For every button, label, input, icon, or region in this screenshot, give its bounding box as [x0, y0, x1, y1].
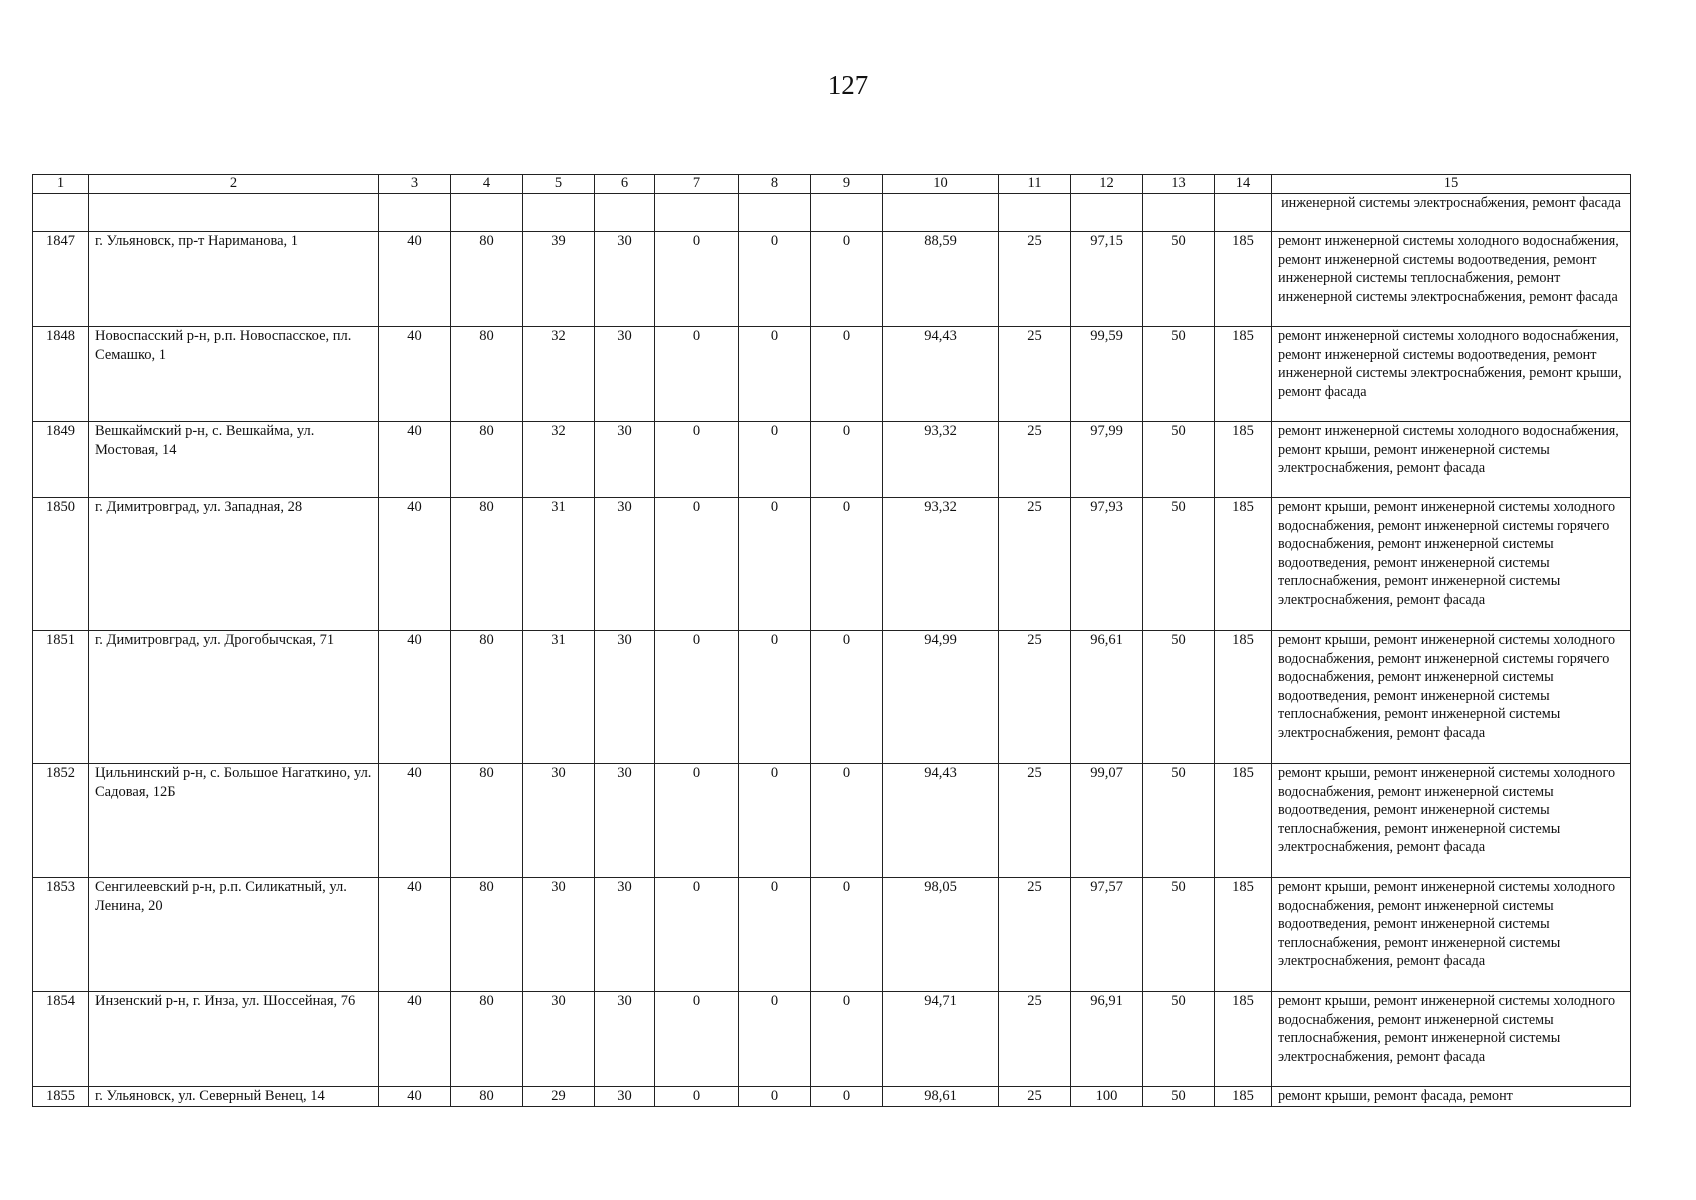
value-cell: 25 [999, 992, 1071, 1087]
value-cell: 0 [739, 1087, 811, 1107]
value-cell: 30 [595, 232, 655, 327]
value-cell: 25 [999, 232, 1071, 327]
value-cell: 80 [451, 1087, 523, 1107]
value-cell: 0 [811, 878, 883, 992]
value-cell: 0 [811, 422, 883, 498]
value-cell: 97,99 [1071, 422, 1143, 498]
value-cell: 30 [523, 764, 595, 878]
value-cell: 40 [379, 1087, 451, 1107]
value-cell: 50 [1143, 498, 1215, 631]
value-cell: 97,93 [1071, 498, 1143, 631]
value-cell: 32 [523, 422, 595, 498]
value-cell: 25 [999, 498, 1071, 631]
value-cell: 185 [1215, 232, 1272, 327]
table-row [33, 878, 1631, 992]
value-cell: 96,91 [1071, 992, 1143, 1087]
value-cell: 30 [595, 1087, 655, 1107]
table-row [33, 992, 1631, 1087]
value-cell: 0 [739, 232, 811, 327]
value-cell: 80 [451, 327, 523, 422]
value-cell: 0 [811, 498, 883, 631]
value-cell: 93,32 [883, 498, 999, 631]
works-cell: ремонт крыши, ремонт инженерной системы холодного водоснабжения, ремонт инженерной системы водоотведения, ремонт инженерной системы теплоснабжения, ремонт инженерной системы электроснабжения, ремонт фасада [1272, 764, 1631, 878]
value-cell: 97,15 [1071, 232, 1143, 327]
value-cell: 31 [523, 631, 595, 764]
continuation-row [33, 194, 1631, 232]
value-cell: 0 [811, 327, 883, 422]
value-cell: 30 [523, 878, 595, 992]
value-cell: 0 [739, 631, 811, 764]
value-cell: 25 [999, 327, 1071, 422]
value-cell: 31 [523, 498, 595, 631]
value-cell: 39 [523, 232, 595, 327]
value-cell: 50 [1143, 878, 1215, 992]
value-cell: 94,43 [883, 327, 999, 422]
value-cell: 50 [1143, 1087, 1215, 1107]
address-cell: г. Ульяновск, пр-т Нариманова, 1 [89, 232, 379, 327]
column-number: 4 [451, 175, 523, 194]
value-cell: 185 [1215, 631, 1272, 764]
works-cell: ремонт крыши, ремонт инженерной системы холодного водоснабжения, ремонт инженерной системы горячего водоснабжения, ремонт инженерной системы водоотведения, ремонт инженерной системы теплоснабжения, ремонт инженерной системы электроснабжения, ремонт фасада [1272, 631, 1631, 764]
value-cell: 40 [379, 764, 451, 878]
row-id: 1853 [33, 878, 89, 992]
value-cell: 99,07 [1071, 764, 1143, 878]
value-cell: 0 [655, 992, 739, 1087]
value-cell: 185 [1215, 878, 1272, 992]
value-cell: 0 [655, 878, 739, 992]
value-cell: 50 [1143, 764, 1215, 878]
value-cell: 0 [655, 631, 739, 764]
value-cell: 40 [379, 992, 451, 1087]
value-cell: 0 [655, 764, 739, 878]
value-cell: 32 [523, 327, 595, 422]
value-cell: 97,57 [1071, 878, 1143, 992]
works-cell: ремонт крыши, ремонт инженерной системы холодного водоснабжения, ремонт инженерной системы горячего водоснабжения, ремонт инженерной системы водоотведения, ремонт инженерной системы теплоснабжения, ремонт инженерной системы электроснабжения, ремонт фасада [1272, 498, 1631, 631]
value-cell: 25 [999, 878, 1071, 992]
row-id: 1848 [33, 327, 89, 422]
value-cell: 30 [595, 422, 655, 498]
works-cell: ремонт инженерной системы холодного водоснабжения, ремонт инженерной системы водоотведения, ремонт инженерной системы теплоснабжения, ремонт инженерной системы электроснабжения, ремонт фасада [1272, 232, 1631, 327]
value-cell: 80 [451, 764, 523, 878]
address-cell: г. Димитровград, ул. Западная, 28 [89, 498, 379, 631]
value-cell: 0 [811, 1087, 883, 1107]
value-cell: 98,61 [883, 1087, 999, 1107]
value-cell: 0 [655, 422, 739, 498]
value-cell: 40 [379, 422, 451, 498]
address-cell: Вешкаймский р-н, с. Вешкайма, ул. Мостовая, 14 [89, 422, 379, 498]
column-number: 7 [655, 175, 739, 194]
value-cell: 99,59 [1071, 327, 1143, 422]
column-number: 8 [739, 175, 811, 194]
value-cell: 30 [523, 992, 595, 1087]
column-number: 15 [1272, 175, 1631, 194]
address-cell: Новоспасский р-н, р.п. Новоспасское, пл. Семашко, 1 [89, 327, 379, 422]
column-number: 11 [999, 175, 1071, 194]
value-cell: 100 [1071, 1087, 1143, 1107]
value-cell: 88,59 [883, 232, 999, 327]
value-cell: 0 [739, 878, 811, 992]
value-cell: 25 [999, 631, 1071, 764]
value-cell: 0 [811, 232, 883, 327]
value-cell: 185 [1215, 327, 1272, 422]
page-number: 127 [827, 70, 869, 100]
table-row [33, 631, 1631, 764]
value-cell: 50 [1143, 327, 1215, 422]
value-cell: 30 [595, 498, 655, 631]
table-row [33, 1087, 1631, 1107]
value-cell: 50 [1143, 422, 1215, 498]
row-id: 1847 [33, 232, 89, 327]
value-cell: 0 [655, 1087, 739, 1107]
table-row [33, 498, 1631, 631]
value-cell: 94,99 [883, 631, 999, 764]
value-cell: 40 [379, 327, 451, 422]
value-cell: 0 [739, 422, 811, 498]
table-row [33, 327, 1631, 422]
value-cell: 25 [999, 422, 1071, 498]
column-number: 2 [89, 175, 379, 194]
value-cell: 30 [595, 327, 655, 422]
works-cell: ремонт инженерной системы холодного водоснабжения, ремонт крыши, ремонт инженерной системы электроснабжения, ремонт фасада [1272, 422, 1631, 498]
value-cell: 0 [811, 764, 883, 878]
column-number-row [33, 175, 1631, 194]
works-cell: ремонт крыши, ремонт инженерной системы холодного водоснабжения, ремонт инженерной системы теплоснабжения, ремонт инженерной системы электроснабжения, ремонт фасада [1272, 992, 1631, 1087]
value-cell: 185 [1215, 1087, 1272, 1107]
value-cell: 0 [655, 498, 739, 631]
row-id: 1851 [33, 631, 89, 764]
table-row [33, 232, 1631, 327]
value-cell: 80 [451, 422, 523, 498]
column-number: 9 [811, 175, 883, 194]
value-cell: 30 [595, 992, 655, 1087]
value-cell: 50 [1143, 232, 1215, 327]
column-number: 3 [379, 175, 451, 194]
value-cell: 185 [1215, 992, 1272, 1087]
value-cell: 0 [811, 992, 883, 1087]
value-cell: 40 [379, 232, 451, 327]
row-id: 1850 [33, 498, 89, 631]
column-number: 6 [595, 175, 655, 194]
column-number: 13 [1143, 175, 1215, 194]
value-cell: 0 [739, 498, 811, 631]
column-number: 12 [1071, 175, 1143, 194]
value-cell: 25 [999, 1087, 1071, 1107]
table-row [33, 764, 1631, 878]
value-cell: 0 [739, 992, 811, 1087]
address-cell: Сенгилеевский р-н, р.п. Силикатный, ул. Ленина, 20 [89, 878, 379, 992]
value-cell: 50 [1143, 992, 1215, 1087]
works-cell: ремонт крыши, ремонт инженерной системы холодного водоснабжения, ремонт инженерной системы водоотведения, ремонт инженерной системы теплоснабжения, ремонт инженерной системы электроснабжения, ремонт фасада [1272, 878, 1631, 992]
column-number: 5 [523, 175, 595, 194]
works-cell: ремонт крыши, ремонт фасада, ремонт [1272, 1087, 1631, 1107]
repair-program-table [32, 174, 1631, 1107]
row-id: 1852 [33, 764, 89, 878]
value-cell: 96,61 [1071, 631, 1143, 764]
column-number: 10 [883, 175, 999, 194]
value-cell: 80 [451, 992, 523, 1087]
address-cell: Инзенский р-н, г. Инза, ул. Шоссейная, 76 [89, 992, 379, 1087]
value-cell: 94,43 [883, 764, 999, 878]
value-cell: 50 [1143, 631, 1215, 764]
value-cell: 93,32 [883, 422, 999, 498]
column-number: 1 [33, 175, 89, 194]
value-cell: 40 [379, 498, 451, 631]
row-id: 1854 [33, 992, 89, 1087]
value-cell: 0 [655, 327, 739, 422]
value-cell: 29 [523, 1087, 595, 1107]
value-cell: 185 [1215, 498, 1272, 631]
row-id: 1849 [33, 422, 89, 498]
address-cell: г. Димитровград, ул. Дрогобычская, 71 [89, 631, 379, 764]
value-cell: 94,71 [883, 992, 999, 1087]
value-cell: 25 [999, 764, 1071, 878]
value-cell: 80 [451, 878, 523, 992]
value-cell: 30 [595, 764, 655, 878]
value-cell: 30 [595, 631, 655, 764]
value-cell: 185 [1215, 422, 1272, 498]
value-cell: 80 [451, 498, 523, 631]
row-id: 1855 [33, 1087, 89, 1107]
address-cell: Цильнинский р-н, с. Большое Нагаткино, ул. Садовая, 12Б [89, 764, 379, 878]
works-cell: инженерной системы электроснабжения, ремонт фасада [1272, 194, 1631, 232]
value-cell: 40 [379, 631, 451, 764]
address-cell: г. Ульяновск, ул. Северный Венец, 14 [89, 1087, 379, 1107]
value-cell: 40 [379, 878, 451, 992]
value-cell: 0 [811, 631, 883, 764]
value-cell: 80 [451, 232, 523, 327]
value-cell: 98,05 [883, 878, 999, 992]
column-number: 14 [1215, 175, 1272, 194]
table-row [33, 422, 1631, 498]
value-cell: 80 [451, 631, 523, 764]
works-cell: ремонт инженерной системы холодного водоснабжения, ремонт инженерной системы водоотведения, ремонт инженерной системы электроснабжения, ремонт крыши, ремонт фасада [1272, 327, 1631, 422]
value-cell: 30 [595, 878, 655, 992]
value-cell: 0 [739, 764, 811, 878]
value-cell: 0 [739, 327, 811, 422]
value-cell: 185 [1215, 764, 1272, 878]
value-cell: 0 [655, 232, 739, 327]
